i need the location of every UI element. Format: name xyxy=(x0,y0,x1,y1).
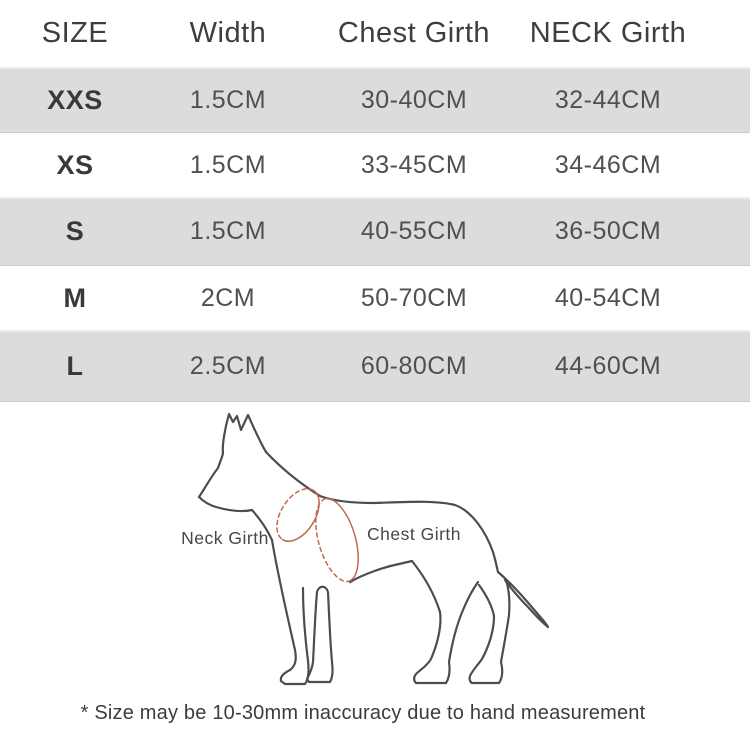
dog-near-rear-leg-path xyxy=(399,561,478,683)
neck-cell: 32-44CM xyxy=(554,85,662,114)
chest-cell: 60-80CM xyxy=(360,351,468,380)
size-cell: L xyxy=(66,350,84,381)
width-cell: 1.5CM xyxy=(189,150,267,179)
table-row xyxy=(0,197,750,266)
column-header-size: SIZE xyxy=(41,17,109,49)
table-row xyxy=(0,67,750,133)
chest-cell: 50-70CM xyxy=(360,283,468,312)
table-row xyxy=(0,133,750,197)
size-cell: XXS xyxy=(47,84,103,115)
width-cell: 2.5CM xyxy=(189,351,267,380)
table-row xyxy=(0,330,750,402)
width-cell: 1.5CM xyxy=(189,85,267,114)
neck-cell: 34-46CM xyxy=(554,150,662,179)
width-cell: 2CM xyxy=(200,283,256,312)
chest-cell: 33-45CM xyxy=(360,150,468,179)
neck-girth-ellipse-solid xyxy=(283,490,319,541)
measurement-footnote: * Size may be 10-30mm inaccuracy due to hand measurement xyxy=(80,702,646,724)
dog-outline-top-path xyxy=(199,414,498,572)
neck-cell: 44-60CM xyxy=(554,351,662,380)
neck-girth-label: Neck Girth xyxy=(181,528,269,548)
dog-far-front-leg-path xyxy=(307,587,333,682)
dog-outline-front-path xyxy=(199,497,309,684)
neck-cell: 40-54CM xyxy=(554,283,662,312)
dog-tail-path xyxy=(498,572,548,627)
size-cell: S xyxy=(65,216,85,246)
size-cell: XS xyxy=(56,149,94,180)
width-cell: 1.5CM xyxy=(189,217,267,245)
neck-girth-ellipse-dashed xyxy=(277,489,313,540)
size-cell: M xyxy=(63,282,87,313)
chest-cell: 40-55CM xyxy=(360,217,468,245)
column-header-width: Width xyxy=(189,17,267,49)
table-row xyxy=(0,266,750,330)
neck-cell: 36-50CM xyxy=(554,217,662,245)
chest-girth-label: Chest Girth xyxy=(367,524,461,544)
column-header-chest: Chest Girth xyxy=(337,17,491,49)
chest-cell: 30-40CM xyxy=(360,85,468,114)
dog-far-rear-leg-path xyxy=(470,580,510,683)
dog-measurement-diagram xyxy=(150,400,580,695)
table-header-row xyxy=(0,0,750,67)
column-header-neck: NECK Girth xyxy=(529,17,687,49)
